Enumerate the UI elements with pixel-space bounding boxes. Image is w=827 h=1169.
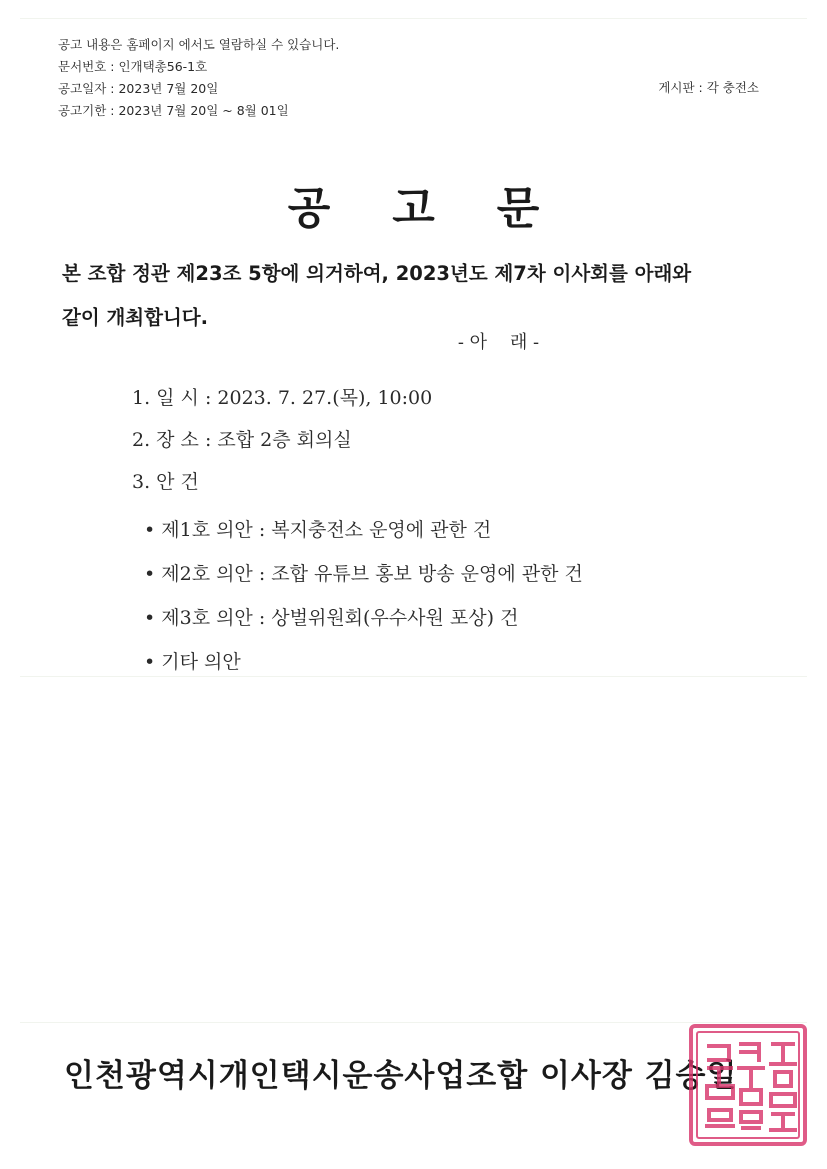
meeting-items [132,378,432,504]
official-seal-icon [683,1020,813,1150]
intro-line-2: 같이 개최합니다. [62,306,209,329]
intro-line-1: 본 조합 정관 제23조 5항에 의거하여, 2023년도 제7차 이사회를 아래와 [62,262,692,285]
agenda-item-other: • 기타 의안 [144,651,241,673]
notice-period: 공고기한 : 2023년 7월 20일 ~ 8월 01일 [58,103,289,118]
agenda-list [144,510,583,686]
agenda-item-1: • 제1호 의안 : 복지충전소 운영에 관한 건 [144,519,492,541]
item-datetime: 1. 일 시 : 2023. 7. 27.(목), 10:00 [132,387,433,409]
page-title: 공고문 [287,183,602,234]
notice-meta [58,34,339,122]
below-heading: - 아 래 - [457,332,540,353]
homepage-note: 공고 내용은 홈페이지 에서도 열람하실 수 있습니다. [58,37,340,52]
item-agenda-heading: 3. 안 건 [132,471,199,493]
notice-date: 공고일자 : 2023년 7월 20일 [58,81,219,96]
agenda-item-3: • 제3호 의안 : 상벌위원회(우수사원 포상) 건 [144,607,519,629]
scan-line [20,676,807,677]
document-number: 문서번호 : 인개택총56-1호 [58,59,208,74]
scan-line [20,18,807,19]
agenda-item-2: • 제2호 의안 : 조합 유튜브 홍보 방송 운영에 관한 건 [144,563,583,585]
item-location: 2. 장 소 : 조합 2층 회의실 [132,429,352,451]
intro-paragraph [62,252,782,340]
issuer-signature: 인천광역시개인택시운송사업조합 이사장 김승일 [64,1058,738,1094]
bulletin-board: 게시판 : 각 충전소 [658,80,759,95]
